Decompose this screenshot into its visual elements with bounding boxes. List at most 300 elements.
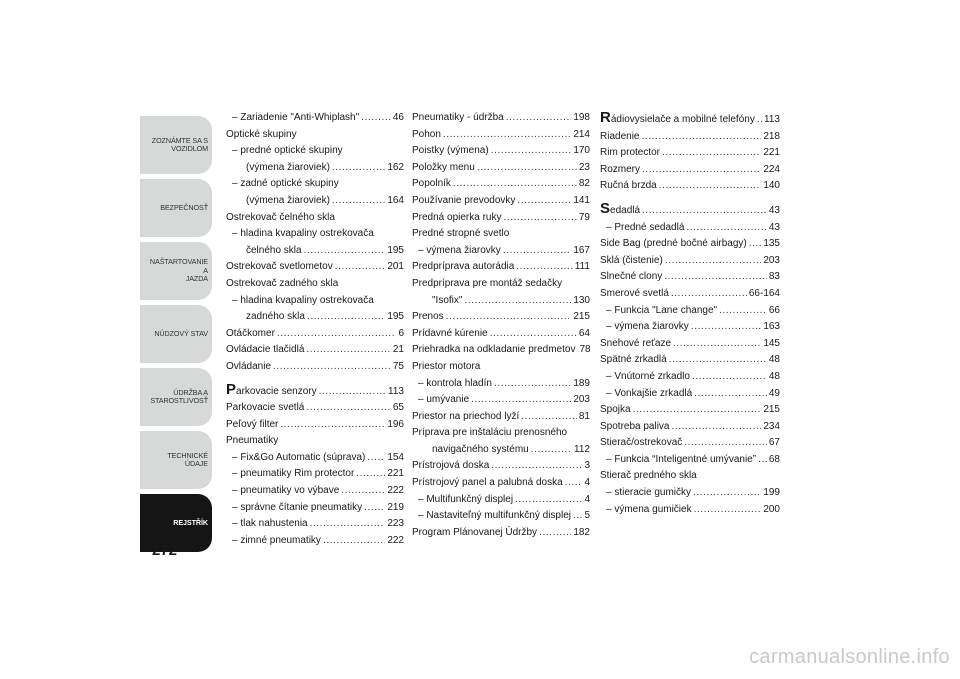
index-entry[interactable] [226, 485, 404, 497]
index-entry[interactable] [600, 437, 780, 449]
index-entry[interactable] [600, 371, 780, 383]
index-entry[interactable] [226, 402, 404, 414]
index-entry[interactable] [412, 427, 590, 439]
index-entry-label: zadného skla [246, 311, 305, 323]
index-entry-label: – zadné optické skupiny [232, 178, 339, 190]
index-page-number: 189 [573, 377, 590, 389]
leader-dots [280, 419, 385, 431]
index-entry[interactable] [412, 444, 590, 456]
index-entry-label: Slnečné clony [600, 271, 663, 283]
index-page-number: 182 [573, 526, 590, 538]
index-entry-label: Sklá (čistenie) [600, 254, 663, 266]
index-page-number: 218 [763, 130, 780, 142]
index-entry[interactable] [600, 147, 780, 159]
index-page-number: 221 [387, 468, 404, 480]
index-entry-label: – zimné pneumatiky [232, 534, 321, 546]
index-entry[interactable] [226, 468, 404, 480]
index-entry[interactable] [226, 162, 404, 174]
index-entry-label: ádiovysielače a mobilné telefóny [610, 114, 755, 125]
index-entry[interactable] [412, 129, 590, 141]
index-entry[interactable] [226, 502, 404, 514]
leader-dots [633, 404, 762, 416]
chapter-tab-label: ÚDRŽBA A STAROSTLIVOSŤ [150, 387, 208, 405]
index-entry[interactable] [600, 222, 780, 234]
index-entry-label: – Multifunkčný displej [418, 493, 514, 505]
index-page-number: 222 [387, 485, 404, 497]
index-entry[interactable] [600, 109, 780, 126]
index-entry[interactable] [600, 288, 780, 300]
index-page-number: 223 [387, 518, 404, 530]
index-entry-label: Ostrekovač čelného skla [226, 211, 335, 223]
leader-dots [539, 527, 571, 539]
index-entry[interactable] [600, 271, 780, 283]
index-entry[interactable] [226, 419, 404, 431]
index-page-number: 164 [387, 194, 404, 206]
index-entry-label: Predné stropné svetlo [412, 228, 510, 240]
index-entry-label: – Zariadenie "Anti-Whiplash" [232, 112, 360, 123]
index-entry[interactable] [226, 212, 404, 224]
index-page-number: 215 [573, 311, 590, 323]
index-entry-label: – stieracie gumičky [606, 487, 692, 499]
index-page-number: 83 [768, 271, 780, 283]
index-entry[interactable] [412, 278, 590, 290]
index-entry[interactable] [226, 535, 404, 547]
leader-dots [573, 510, 582, 522]
leader-dots [665, 255, 762, 267]
index-entry-label: – predné optické skupiny [232, 145, 343, 157]
index-entry-label: – Funkcia "Lane change" [606, 304, 718, 316]
index-entry[interactable] [412, 311, 590, 323]
leader-dots [642, 164, 761, 176]
index-page-number: 75 [392, 360, 404, 372]
leader-dots [306, 402, 391, 414]
index-entry-label: Parkovacie svetlá [226, 402, 305, 414]
leader-dots [310, 518, 386, 530]
index-entry[interactable] [600, 131, 780, 143]
index-entry[interactable] [600, 199, 780, 217]
chapter-tab-label: ZOZNÁMTE SA S VOZIDLOM [151, 135, 208, 153]
index-page-number: 222 [387, 534, 404, 546]
index-entry-label: Predpríprava autorádia [412, 261, 515, 273]
index-entry-label: – Nastaviteľný multifunkčný displej [418, 510, 571, 522]
index-page-number: 3 [584, 460, 590, 472]
index-entry[interactable] [226, 112, 404, 124]
index-entry-label: Používanie prevodovky [412, 194, 516, 206]
index-entry[interactable] [600, 238, 780, 250]
index-entry-label: Priestor na priechod lyží [412, 410, 520, 422]
leader-dots [719, 305, 767, 317]
index-page-number: 6 [398, 327, 404, 339]
leader-dots [662, 147, 761, 159]
index-entry-label: Prenos [412, 311, 444, 323]
index-entry[interactable] [226, 311, 404, 323]
index-entry-label: Prídavné kúrenie [412, 327, 488, 339]
leader-dots [641, 131, 761, 143]
index-page-number: 4 [584, 477, 590, 489]
leader-dots [515, 494, 582, 506]
row-spacer [226, 547, 404, 552]
section-initial: S [600, 199, 611, 217]
index-entry-label: Pneumatiky [226, 435, 279, 447]
chapter-tab-label: REJSTŘÍK [173, 517, 208, 527]
leader-dots [694, 388, 767, 400]
chapter-tab[interactable] [140, 368, 212, 426]
index-column-3 [600, 109, 780, 520]
index-entry[interactable] [226, 361, 404, 373]
index-entry-label: – tlak nahustenia [232, 518, 308, 530]
leader-dots [453, 178, 577, 190]
index-page-number: 140 [763, 180, 780, 192]
leader-dots [758, 454, 767, 466]
leader-dots [503, 245, 572, 257]
index-entry[interactable] [600, 164, 780, 176]
index-page-number: 201 [387, 261, 404, 273]
leader-dots [364, 502, 385, 514]
index-page-number: 43 [768, 221, 780, 233]
index-entry[interactable] [226, 245, 404, 257]
index-page-number: 219 [387, 501, 404, 513]
chapter-tab[interactable] [140, 242, 212, 300]
leader-dots [304, 245, 386, 257]
index-column-2 [412, 112, 590, 543]
index-page-number: 170 [573, 145, 590, 157]
index-page-number: 49 [768, 387, 780, 399]
leader-dots [673, 338, 761, 350]
index-page-number: 214 [573, 128, 590, 140]
index-column-1 [226, 112, 404, 551]
index-entry-label: arkovacie senzory [236, 385, 317, 397]
index-entry-label: – hladina kvapaliny ostrekovača [232, 294, 374, 306]
leader-dots [516, 261, 573, 273]
chapter-tab[interactable] [140, 179, 212, 237]
leader-dots [749, 238, 762, 250]
index-entry[interactable] [600, 404, 780, 416]
index-page-number: 154 [387, 451, 404, 463]
index-entry[interactable] [412, 245, 590, 257]
index-entry[interactable] [412, 261, 590, 273]
index-entry[interactable] [226, 295, 404, 307]
index-entry[interactable] [600, 321, 780, 333]
index-page-number: 203 [573, 394, 590, 406]
index-entry[interactable] [226, 129, 404, 141]
index-entry-label: Prístrojový panel a palubná doska [412, 477, 563, 489]
index-page-number: 141 [573, 194, 590, 206]
leader-dots [490, 328, 577, 340]
leader-dots [659, 180, 762, 192]
leader-dots [277, 328, 397, 340]
index-entry-label: – pneumatiky vo výbave [232, 485, 340, 497]
index-entry-label: – Vonkajšie zrkadlá [606, 387, 693, 399]
index-page-number: 135 [763, 238, 780, 250]
index-entry[interactable] [412, 162, 590, 174]
index-entry-label: – hladina kvapaliny ostrekovača [232, 228, 374, 240]
leader-dots [565, 477, 583, 489]
index-page-number: 167 [573, 244, 590, 256]
leader-dots [323, 535, 385, 547]
chapter-tab[interactable] [140, 305, 212, 363]
index-entry[interactable] [600, 255, 780, 267]
index-page-number: 224 [763, 163, 780, 175]
index-entry[interactable] [412, 145, 590, 157]
index-entry[interactable] [412, 494, 590, 506]
leader-dots [694, 504, 762, 516]
leader-dots [273, 361, 391, 373]
index-entry-label: "Isofix" [432, 294, 463, 306]
index-entry-label: Predpríprava pre montáž sedačky [412, 277, 563, 289]
index-page-number: 112 [574, 443, 590, 455]
index-page-number: 163 [763, 321, 780, 333]
index-page-number: 196 [387, 418, 404, 430]
row-spacer [412, 539, 590, 544]
index-page-number: 221 [763, 147, 780, 159]
index-entry[interactable] [600, 454, 780, 466]
leader-dots [443, 129, 571, 141]
index-page-number: 4 [584, 493, 590, 505]
index-page-number: 78 [579, 344, 591, 356]
leader-dots [672, 421, 762, 433]
row-spacer [600, 516, 780, 521]
index-entry-label: Pohon [412, 128, 441, 140]
index-entry-label: Spätné zrkadlá [600, 354, 667, 366]
index-entry-label: Side Bag (predné bočné airbagy) [600, 238, 747, 250]
chapter-tab-label: NÚDZOVÝ STAV [154, 328, 208, 338]
index-entry-label: Stierač/ostrekovač [600, 437, 683, 449]
leader-dots [471, 394, 571, 406]
leader-dots [335, 261, 386, 273]
index-entry[interactable] [226, 278, 404, 290]
index-entry-label: Spojka [600, 404, 631, 416]
index-entry-label: Ručná brzda [600, 180, 657, 192]
index-entry[interactable] [600, 504, 780, 516]
chapter-tab[interactable] [140, 116, 212, 174]
index-entry[interactable] [412, 361, 590, 373]
index-entry-label: Rim protector [600, 147, 661, 159]
index-entry[interactable] [226, 344, 404, 356]
leader-dots [491, 460, 582, 472]
index-entry-label: Ostrekovač zadného skla [226, 277, 339, 289]
leader-dots [671, 288, 747, 300]
index-page-number: 198 [573, 112, 590, 123]
index-page-number: 203 [763, 254, 780, 266]
index-entry[interactable] [226, 228, 404, 240]
index-entry[interactable] [412, 295, 590, 307]
leader-dots [521, 411, 577, 423]
chapter-tab-label: TECHNICKÉ ÚDAJE [167, 450, 208, 468]
leader-dots [464, 295, 571, 307]
index-entry-label: – výmena gumičiek [606, 503, 692, 515]
index-page-number: 195 [387, 311, 404, 323]
index-entry-label: – Vnútorné zrkadlo [606, 370, 690, 382]
index-entry[interactable] [600, 388, 780, 400]
index-page-number: 48 [768, 370, 780, 382]
index-page-number: 195 [387, 244, 404, 256]
leader-dots [332, 162, 385, 174]
index-entry-label: – Funkcia “Inteligentné umývanie” [606, 453, 757, 465]
index-entry[interactable] [226, 518, 404, 530]
index-entry-label: Peľový filter [226, 418, 279, 430]
index-entry-label: – výmena žiarovky [418, 244, 501, 256]
index-entry-label: Snehové reťaze [600, 337, 672, 349]
index-entry-label: Poistky (výmena) [412, 145, 489, 157]
leader-dots [341, 485, 385, 497]
index-entry-label: Rozmery [600, 163, 641, 175]
index-page-number: 65 [392, 402, 404, 414]
leader-dots [491, 145, 572, 157]
index-entry[interactable] [226, 145, 404, 157]
index-entry[interactable] [600, 421, 780, 433]
index-page-number: 66-164 [748, 287, 780, 299]
leader-dots [692, 371, 767, 383]
leader-dots [504, 212, 577, 224]
index-entry-label: Ostrekovač svetlometov [226, 261, 333, 273]
index-page-number: 130 [573, 294, 590, 306]
leader-dots [361, 112, 391, 124]
leader-dots [306, 344, 391, 356]
leader-dots [693, 487, 761, 499]
index-entry-label: – Fix&Go Automatic (súprava) [232, 451, 366, 463]
leader-dots [446, 311, 572, 323]
index-page-number: 5 [584, 510, 590, 522]
index-page-number: 113 [388, 385, 404, 397]
leader-dots [506, 112, 572, 124]
index-entry-label: Spotreba paliva [600, 420, 670, 432]
index-entry-label: Priehradka na odkladanie predmetov [412, 344, 576, 356]
leader-dots [686, 222, 766, 234]
index-entry[interactable] [412, 195, 590, 207]
index-entry-label: (výmena žiaroviek) [246, 194, 330, 206]
index-entry[interactable] [226, 178, 404, 190]
index-entry[interactable] [600, 470, 780, 482]
index-entry-label: Ovládanie [226, 360, 272, 372]
index-entry[interactable] [412, 527, 590, 539]
page-number: 272 [152, 542, 178, 559]
leader-dots [642, 205, 767, 217]
watermark: carmanualsonline.info [749, 646, 950, 668]
chapter-tab-label: NAŠTARTOVANIE A JAZDA [149, 257, 208, 284]
leader-dots [757, 114, 762, 126]
index-entry[interactable] [412, 477, 590, 489]
leader-dots [531, 444, 572, 456]
index-entry-label: Priestor motora [412, 360, 481, 372]
index-entry[interactable] [226, 435, 404, 447]
index-entry[interactable] [226, 452, 404, 464]
index-page-number: 162 [387, 161, 404, 173]
index-page-number: 81 [578, 410, 590, 422]
index-entry[interactable] [412, 510, 590, 522]
index-page-number: 111 [574, 261, 590, 273]
index-page-number: 215 [763, 404, 780, 416]
index-page-number: 234 [763, 420, 780, 432]
index-entry-label: – správne čítanie pneumatiky [232, 501, 363, 513]
leader-dots [684, 437, 767, 449]
index-entry-label: Otáčkomer [226, 327, 275, 339]
index-entry-label: – kontrola hladín [418, 377, 492, 389]
index-page-number: 48 [768, 354, 780, 366]
section-initial: R [600, 109, 611, 126]
index-entry[interactable] [226, 328, 404, 340]
index-entry[interactable] [412, 460, 590, 472]
index-entry[interactable] [412, 328, 590, 340]
index-entry[interactable] [412, 228, 590, 240]
index-page-number: 67 [768, 437, 780, 449]
leader-dots [477, 162, 577, 174]
index-page-number: 66 [768, 304, 780, 316]
index-entry-label: – výmena žiarovky [606, 321, 689, 333]
index-entry-label: Popolník [412, 178, 451, 190]
index-entry-label: Príprava pre inštaláciu prenosného [412, 427, 568, 439]
index-entry[interactable] [412, 411, 590, 423]
leader-dots [494, 378, 571, 390]
index-entry-label: Prístrojová doska [412, 460, 490, 472]
index-entry-label: – Predné sedadlá [606, 221, 685, 233]
index-page-number: 113 [764, 114, 780, 125]
index-entry[interactable] [600, 338, 780, 350]
index-page-number: 23 [578, 161, 590, 173]
index-entry[interactable] [412, 344, 590, 356]
index-entry[interactable] [226, 380, 404, 398]
index-entry-label: – pneumatiky Rim protector [232, 468, 355, 480]
index-page-number: 82 [578, 178, 590, 190]
leader-dots [517, 195, 571, 207]
index-page-number: 145 [763, 337, 780, 349]
index-entry[interactable] [600, 180, 780, 192]
index-page-number: 43 [768, 204, 780, 216]
index-entry-label: Predná opierka ruky [412, 211, 502, 223]
index-entry-label: navigačného systému [432, 443, 529, 455]
index-entry-label: Optické skupiny [226, 128, 297, 140]
index-entry[interactable] [412, 112, 590, 124]
index-page-number: 68 [768, 453, 780, 465]
chapter-tab[interactable] [140, 431, 212, 489]
index-entry-label: čelného skla [246, 244, 302, 256]
index-entry-label: (výmena žiaroviek) [246, 161, 330, 173]
index-entry-label: edadlá [610, 204, 641, 216]
index-entry[interactable] [226, 195, 404, 207]
leader-dots [669, 354, 767, 366]
index-entry-label: – umývanie [418, 394, 470, 406]
index-page-number: 46 [392, 112, 404, 123]
index-entry-label: Pneumatiky - údržba [412, 112, 504, 123]
index-entry[interactable] [412, 212, 590, 224]
index-page-number: 64 [578, 327, 590, 339]
index-entry-label: Položky menu [412, 161, 475, 173]
index-entry-label: Stierač predného skla [600, 470, 697, 482]
index-page-number: 79 [578, 211, 590, 223]
index-entry[interactable] [412, 394, 590, 406]
leader-dots [307, 311, 385, 323]
index-entry[interactable] [412, 178, 590, 190]
index-entry[interactable] [600, 487, 780, 499]
index-entry-label: Riadenie [600, 130, 640, 142]
index-page-number: 199 [763, 487, 780, 499]
section-initial: P [226, 380, 237, 398]
index-entry-label: Ovládacie tlačidlá [226, 344, 305, 356]
leader-dots [356, 468, 385, 480]
leader-dots [332, 195, 385, 207]
index-entry[interactable] [412, 378, 590, 390]
leader-dots [664, 271, 767, 283]
index-page-number: 200 [763, 503, 780, 515]
index-entry-label: Program Plánovanej Údržby [412, 526, 538, 538]
index-entry-label: Smerové svetlá [600, 287, 669, 299]
index-entry[interactable] [600, 354, 780, 366]
index-entry[interactable] [600, 305, 780, 317]
leader-dots [367, 452, 385, 464]
chapter-tab-label: BEZPEČNOSŤ [160, 202, 208, 212]
index-entry[interactable] [226, 261, 404, 273]
leader-dots [691, 321, 762, 333]
leader-dots [319, 386, 386, 398]
